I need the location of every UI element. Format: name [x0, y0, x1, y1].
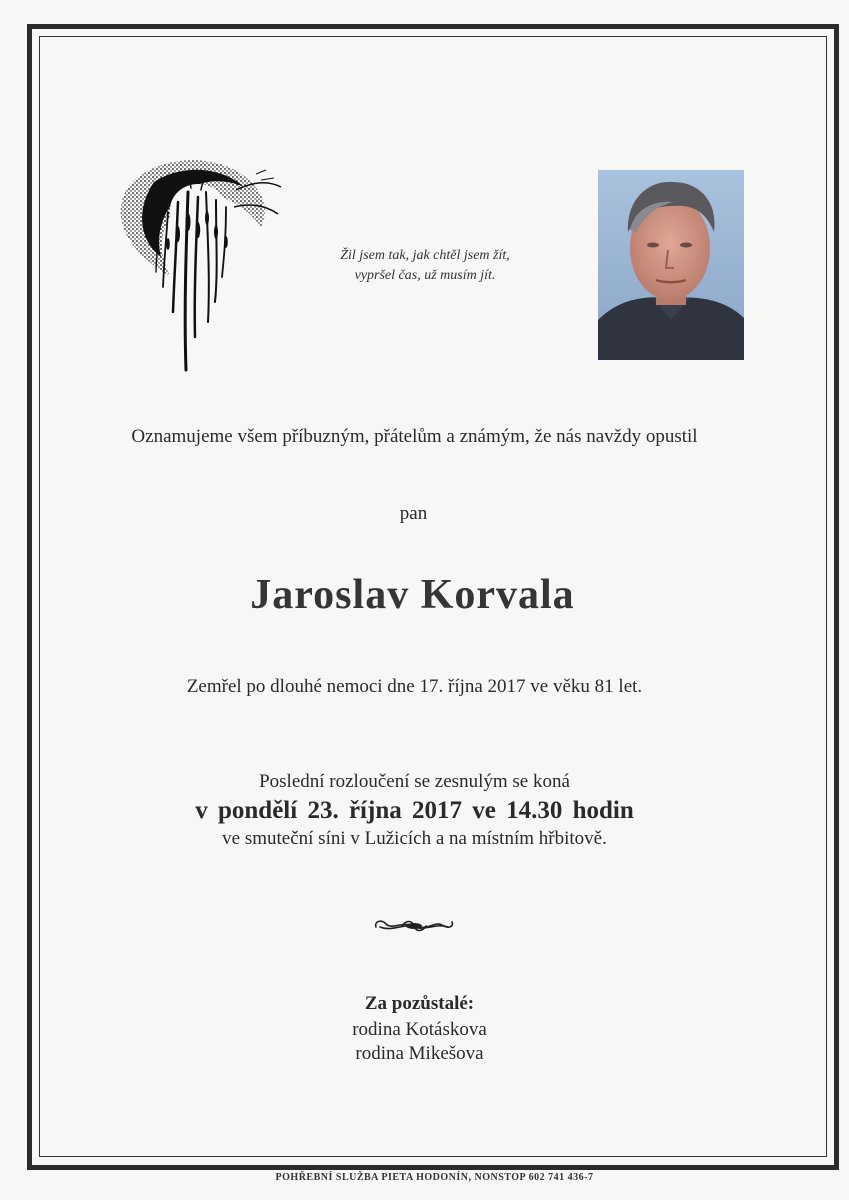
mourners-label: Za pozůstalé: [364, 993, 475, 1014]
farewell-place: ve smuteční síni v Lužicích a na místním hřbitově. [222, 828, 607, 849]
farewell-intro: Poslední rozloučení se zesnulým se koná [259, 771, 570, 792]
funeral-service-footer: POHŘEBNÍ SLUŽBA PIETA HODONÍN, NONSTOP 602 741 436-7 [275, 1172, 594, 1183]
moon-reeds-emblem-icon [116, 152, 286, 374]
verse-line-1: Žil jsem tak, jak chtěl jsem žít, [340, 248, 510, 263]
mourner-family: rodina Mikešova [355, 1043, 484, 1064]
farewell-date-time: v pondělí 23. října 2017 ve 14.30 hodin [195, 797, 634, 824]
announcement-text: Oznamujeme všem příbuzným, přátelům a známým, že nás navždy opustil [131, 426, 698, 447]
flourish-ornament-icon [372, 915, 456, 937]
verse-line-2: vypršel čas, už musím jít. [354, 268, 496, 283]
portrait-photo-icon [598, 170, 744, 360]
death-note: Zemřel po dlouhé nemoci dne 17. října 2017 ve věku 81 let. [186, 676, 643, 697]
deceased-name: Jaroslav Korvala [250, 572, 575, 618]
verse-quote [300, 246, 550, 286]
honorific-title: pan [399, 503, 428, 524]
portrait-photo [598, 170, 744, 360]
mourner-family: rodina Kotáskova [352, 1019, 487, 1040]
